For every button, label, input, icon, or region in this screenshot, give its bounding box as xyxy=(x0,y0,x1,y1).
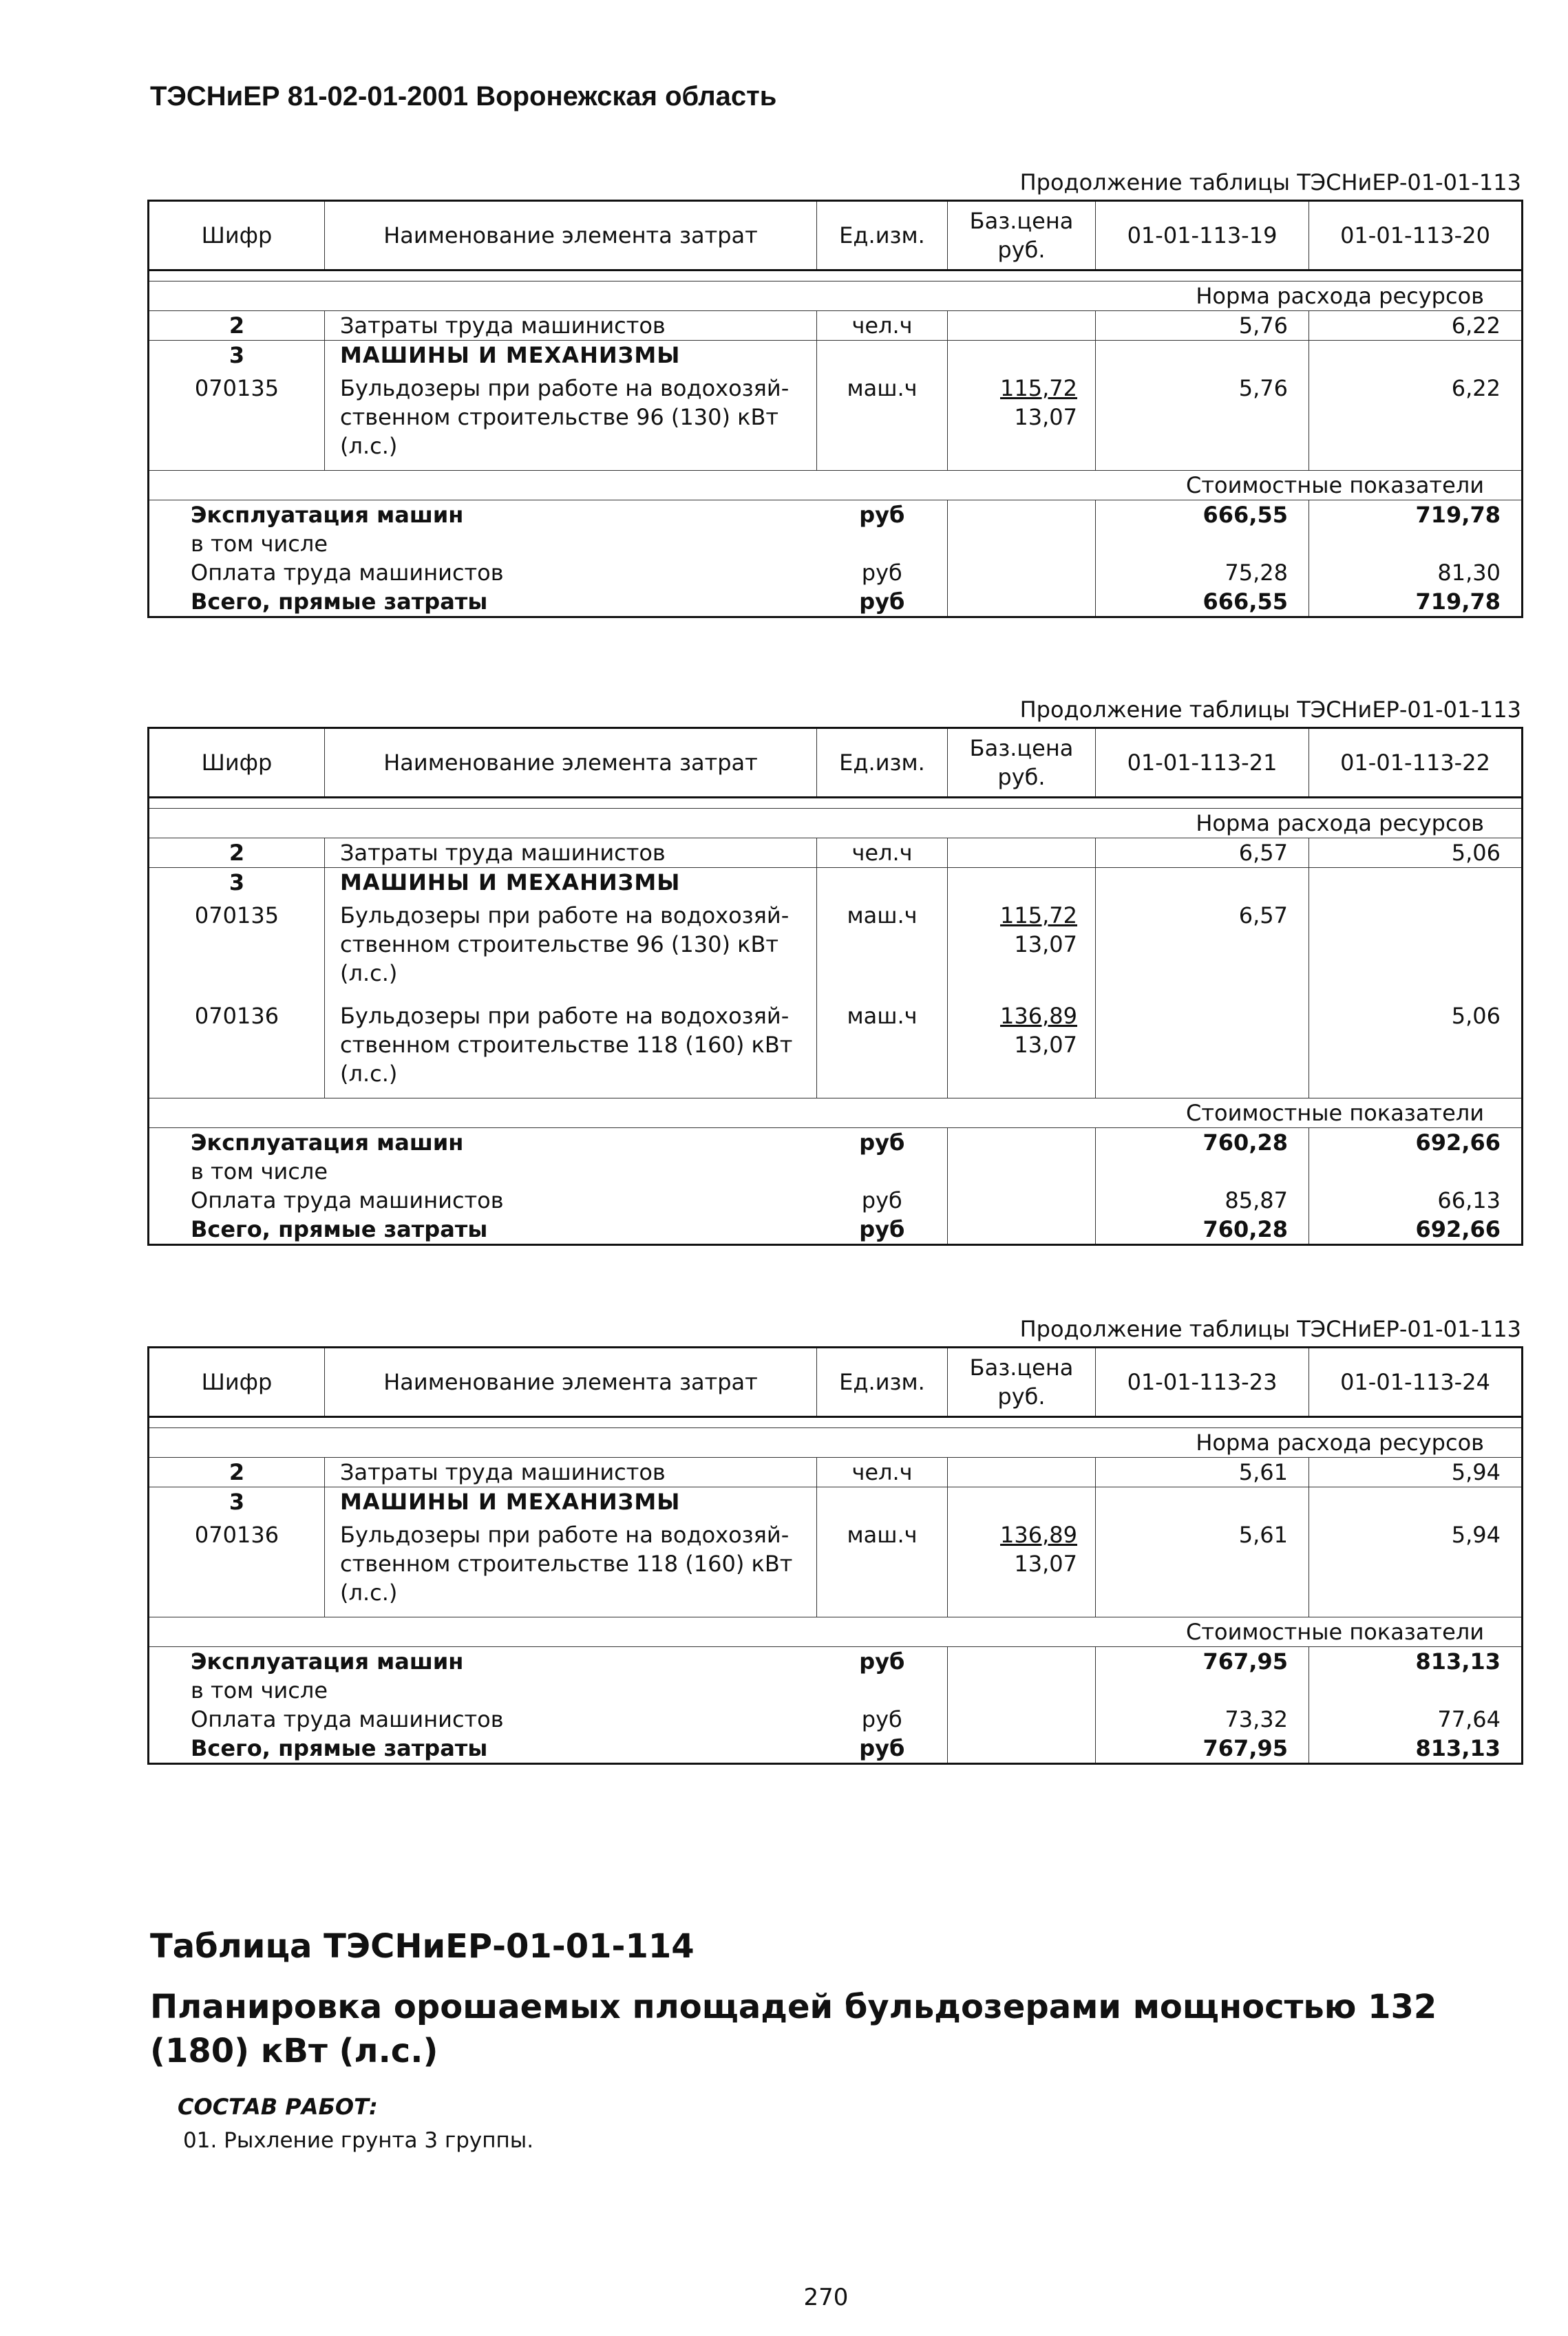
total-unit: руб xyxy=(817,587,948,617)
document-header: ТЭСНиЕР 81-02-01-2001 Воронежская область xyxy=(150,81,777,112)
table-row xyxy=(149,341,1523,370)
col-header-price: Баз.цена руб. xyxy=(948,1348,1096,1417)
next-table-title: Таблица ТЭСНиЕР-01-01-114 xyxy=(150,1927,695,1966)
row-code: 2 xyxy=(149,1458,325,1487)
row-name: Затраты труда машинистов xyxy=(325,838,817,868)
total-unit: руб xyxy=(817,1734,948,1764)
machine-price: 136,89 13,07 xyxy=(948,997,1096,1098)
col-header-unit: Ед.изм. xyxy=(817,728,948,798)
section-norms: Норма расхода ресурсов xyxy=(149,1428,1523,1458)
exploit-value-b: 813,13 xyxy=(1309,1647,1523,1677)
wage-label: Оплата труда машинистов xyxy=(149,558,817,587)
row-unit: чел.ч xyxy=(817,1458,948,1487)
machine-unit: маш.ч xyxy=(817,897,948,997)
continuation-caption: Продолжение таблицы ТЭСНиЕР-01-01-113 xyxy=(1019,697,1521,723)
norms-table-1 xyxy=(147,200,1523,618)
wage-value-a: 73,32 xyxy=(1096,1705,1309,1734)
total-value-a: 760,28 xyxy=(1096,1215,1309,1245)
labor-value-a: 5,76 xyxy=(1096,311,1309,341)
col-header-code-b: 01-01-113-20 xyxy=(1309,201,1523,270)
machine-code: 070135 xyxy=(149,370,325,471)
section-costs: Стоимостные показатели xyxy=(149,1617,1523,1647)
total-value-a: 767,95 xyxy=(1096,1734,1309,1764)
machine-value-a: 5,61 xyxy=(1096,1516,1309,1617)
row-code: 2 xyxy=(149,311,325,341)
machine-row xyxy=(149,1516,1523,1617)
row-code: 2 xyxy=(149,838,325,868)
machine-unit: маш.ч xyxy=(817,1516,948,1617)
machine-name: Бульдозеры при работе на водохозяй- ственном строительстве 96 (130) кВт (л.с.) xyxy=(325,897,817,997)
col-header-code: Шифр xyxy=(149,728,325,798)
wage-value-a: 85,87 xyxy=(1096,1186,1309,1215)
row-name: Затраты труда машинистов xyxy=(325,1458,817,1487)
col-header-name: Наименование элемента затрат xyxy=(325,728,817,798)
row-code: 3 xyxy=(149,1487,325,1517)
col-header-code-b: 01-01-113-24 xyxy=(1309,1348,1523,1417)
machine-value-b: 6,22 xyxy=(1309,370,1523,471)
table-row xyxy=(149,1458,1523,1487)
table-row xyxy=(149,1647,1523,1677)
table-row xyxy=(149,1215,1523,1245)
row-code: 3 xyxy=(149,868,325,898)
col-header-price: Баз.цена руб. xyxy=(948,728,1096,798)
section-norms: Норма расхода ресурсов xyxy=(149,282,1523,311)
exploit-value-a: 666,55 xyxy=(1096,500,1309,530)
table-row xyxy=(149,1157,1523,1186)
machine-value-a xyxy=(1096,997,1309,1098)
machine-row xyxy=(149,897,1523,997)
table-row xyxy=(149,1705,1523,1734)
row-name: МАШИНЫ И МЕХАНИЗМЫ xyxy=(325,868,817,898)
col-header-code-a: 01-01-113-19 xyxy=(1096,201,1309,270)
exploit-label: Эксплуатация машин xyxy=(149,500,817,530)
machine-row xyxy=(149,997,1523,1098)
work-composition-label: СОСТАВ РАБОТ: xyxy=(178,2094,378,2120)
table-row xyxy=(149,587,1523,617)
table-row xyxy=(149,311,1523,341)
wage-value-a: 75,28 xyxy=(1096,558,1309,587)
total-value-b: 813,13 xyxy=(1309,1734,1523,1764)
row-name: Затраты труда машинистов xyxy=(325,311,817,341)
including-label: в том числе xyxy=(149,1676,817,1705)
wage-value-b: 81,30 xyxy=(1309,558,1523,587)
labor-value-a: 5,61 xyxy=(1096,1458,1309,1487)
table-header-row xyxy=(149,201,1523,270)
machine-value-b: 5,94 xyxy=(1309,1516,1523,1617)
machine-row xyxy=(149,370,1523,471)
machine-name: Бульдозеры при работе на водохозяй- ственном строительстве 118 (160) кВт (л.с.) xyxy=(325,1516,817,1617)
col-header-price xyxy=(948,201,1096,270)
including-label: в том числе xyxy=(149,529,817,558)
wage-label: Оплата труда машинистов xyxy=(149,1705,817,1734)
exploit-value-a: 760,28 xyxy=(1096,1128,1309,1158)
machine-code: 070135 xyxy=(149,897,325,997)
col-header-unit: Ед.изм. xyxy=(817,1348,948,1417)
table-row xyxy=(149,838,1523,868)
total-value-a: 666,55 xyxy=(1096,587,1309,617)
price-header-line1: Баз.цена xyxy=(969,208,1074,234)
machine-name: Бульдозеры при работе на водохозяй- ственном строительстве 96 (130) кВт (л.с.) xyxy=(325,370,817,471)
row-code: 3 xyxy=(149,341,325,370)
continuation-caption: Продолжение таблицы ТЭСНиЕР-01-01-113 xyxy=(1019,1316,1521,1342)
table-header-row xyxy=(149,728,1523,798)
labor-value-b: 5,06 xyxy=(1309,838,1523,868)
machine-code: 070136 xyxy=(149,997,325,1098)
wage-label: Оплата труда машинистов xyxy=(149,1186,817,1215)
wage-unit: руб xyxy=(817,1705,948,1734)
exploit-label: Эксплуатация машин xyxy=(149,1647,817,1677)
machine-price: 115,72 13,07 xyxy=(948,897,1096,997)
wage-value-b: 77,64 xyxy=(1309,1705,1523,1734)
table-row xyxy=(149,529,1523,558)
continuation-caption: Продолжение таблицы ТЭСНиЕР-01-01-113 xyxy=(1019,169,1521,195)
total-label: Всего, прямые затраты xyxy=(149,1734,817,1764)
labor-value-a: 6,57 xyxy=(1096,838,1309,868)
machine-value-b xyxy=(1309,897,1523,997)
exploit-label: Эксплуатация машин xyxy=(149,1128,817,1158)
table-row xyxy=(149,1128,1523,1158)
row-unit: чел.ч xyxy=(817,838,948,868)
wage-unit: руб xyxy=(817,558,948,587)
exploit-value-a: 767,95 xyxy=(1096,1647,1309,1677)
row-unit: чел.ч xyxy=(817,311,948,341)
table-row xyxy=(149,1186,1523,1215)
total-unit: руб xyxy=(817,1215,948,1245)
table-row xyxy=(149,558,1523,587)
machine-code: 070136 xyxy=(149,1516,325,1617)
labor-value-b: 5,94 xyxy=(1309,1458,1523,1487)
table-row xyxy=(149,500,1523,530)
wage-value-b: 66,13 xyxy=(1309,1186,1523,1215)
section-costs: Стоимостные показатели xyxy=(149,471,1523,500)
exploit-unit: руб xyxy=(817,1647,948,1677)
table-row xyxy=(149,868,1523,898)
exploit-unit: руб xyxy=(817,1128,948,1158)
col-header-code: Шифр xyxy=(149,201,325,270)
table-row xyxy=(149,1734,1523,1764)
machine-name: Бульдозеры при работе на водохозяй- ственном строительстве 118 (160) кВт (л.с.) xyxy=(325,997,817,1098)
including-label: в том числе xyxy=(149,1157,817,1186)
exploit-value-b: 692,66 xyxy=(1309,1128,1523,1158)
price-header-line2: руб. xyxy=(997,237,1046,263)
col-header-code: Шифр xyxy=(149,1348,325,1417)
machine-price: 115,72 13,07 xyxy=(948,370,1096,471)
next-table-subtitle: Планировка орошаемых площадей бульдозерами мощностью 132 (180) кВт (л.с.) xyxy=(150,1988,1437,2070)
col-header-code-b: 01-01-113-22 xyxy=(1309,728,1523,798)
norms-table-3 xyxy=(147,1346,1523,1765)
machine-unit: маш.ч xyxy=(817,997,948,1098)
page-number: 270 xyxy=(803,2284,849,2311)
col-header-name: Наименование элемента затрат xyxy=(325,1348,817,1417)
row-name: МАШИНЫ И МЕХАНИЗМЫ xyxy=(325,341,817,370)
exploit-unit: руб xyxy=(817,500,948,530)
machine-value-a: 5,76 xyxy=(1096,370,1309,471)
col-header-unit: Ед.изм. xyxy=(817,201,948,270)
exploit-value-b: 719,78 xyxy=(1309,500,1523,530)
wage-unit: руб xyxy=(817,1186,948,1215)
section-norms: Норма расхода ресурсов xyxy=(149,809,1523,838)
norms-table-2 xyxy=(147,727,1523,1246)
table-row xyxy=(149,1487,1523,1517)
col-header-code-a: 01-01-113-21 xyxy=(1096,728,1309,798)
work-item: 01. Рыхление грунта 3 группы. xyxy=(183,2128,534,2153)
table-header-row xyxy=(149,1348,1523,1417)
machine-value-a: 6,57 xyxy=(1096,897,1309,997)
total-value-b: 692,66 xyxy=(1309,1215,1523,1245)
machine-unit: маш.ч xyxy=(817,370,948,471)
total-label: Всего, прямые затраты xyxy=(149,1215,817,1245)
row-name: МАШИНЫ И МЕХАНИЗМЫ xyxy=(325,1487,817,1517)
total-label: Всего, прямые затраты xyxy=(149,587,817,617)
next-table-title-block xyxy=(150,1927,1527,2153)
machine-value-b: 5,06 xyxy=(1309,997,1523,1098)
machine-price: 136,89 13,07 xyxy=(948,1516,1096,1617)
col-header-name: Наименование элемента затрат xyxy=(325,201,817,270)
labor-value-b: 6,22 xyxy=(1309,311,1523,341)
total-value-b: 719,78 xyxy=(1309,587,1523,617)
col-header-code-a: 01-01-113-23 xyxy=(1096,1348,1309,1417)
table-row xyxy=(149,1676,1523,1705)
section-costs: Стоимостные показатели xyxy=(149,1098,1523,1128)
